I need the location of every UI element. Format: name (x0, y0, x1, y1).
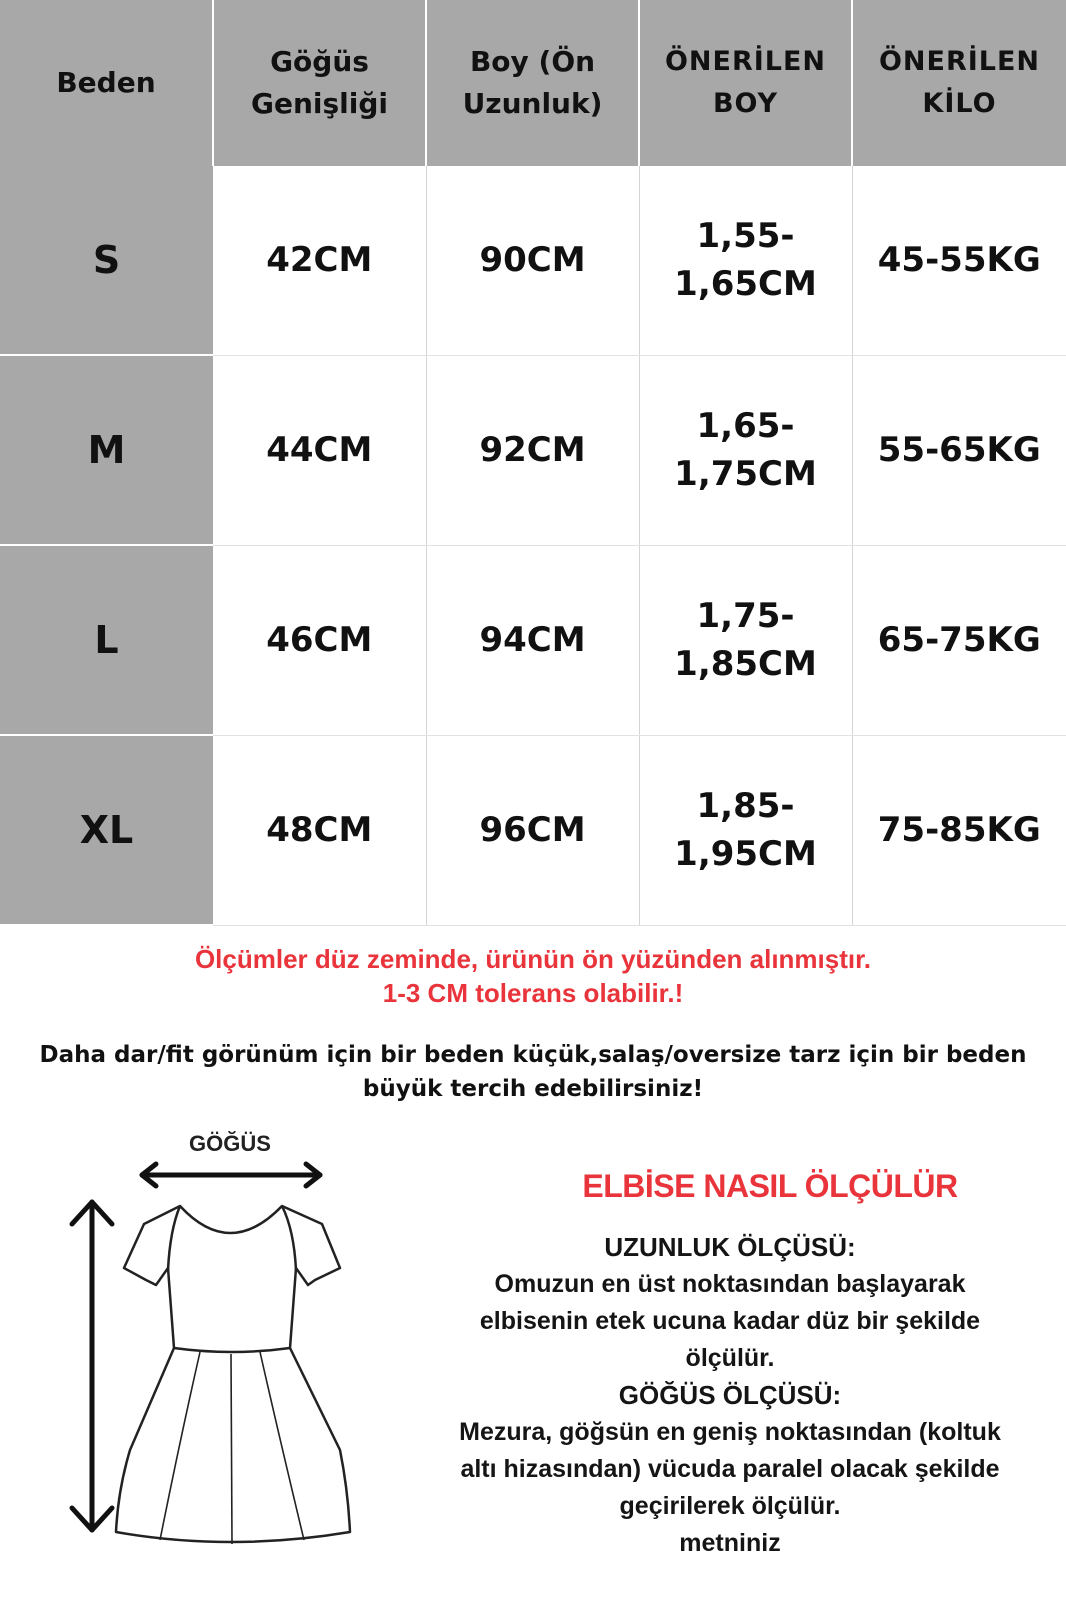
tolerance-note: 1-3 CM tolerans olabilir.! (382, 978, 684, 1008)
length-instruction-line: ölçülür. (685, 1344, 775, 1372)
dress-measurement-diagram (60, 1120, 390, 1590)
weight-cell: 55-65KG (852, 355, 1066, 545)
length-cell: 96CM (426, 735, 639, 925)
length-heading: UZUNLUK ÖLÇÜSÜ: (604, 1232, 856, 1262)
height-cell: 1,85- 1,95CM (639, 735, 852, 925)
length-cell: 90CM (426, 166, 639, 355)
height-cell: 1,65- 1,75CM (639, 355, 852, 545)
weight-cell: 45-55KG (852, 166, 1066, 355)
header-recommended-height: ÖNERİLEN BOY (639, 0, 852, 166)
length-instruction-line: Omuzun en üst noktasından başlayarak (494, 1270, 966, 1298)
chest-arrow-icon (142, 1164, 320, 1186)
height-cell: 1,55- 1,65CM (639, 166, 852, 355)
chest-instruction-line: geçirilerek ölçülür. (619, 1492, 841, 1520)
chest-heading: GÖĞÜS ÖLÇÜSÜ: (618, 1380, 842, 1410)
size-cell: S (0, 166, 213, 355)
chest-label: GÖĞÜS (189, 1131, 271, 1156)
how-to-measure-instructions (410, 1229, 1050, 1562)
chest-instruction-line: altı hizasından) vücuda paralel olacak şekilde (460, 1455, 1000, 1483)
height-cell: 1,75- 1,85CM (639, 545, 852, 735)
length-cell: 94CM (426, 545, 639, 735)
header-chest-width: Göğüs Genişliği (213, 0, 426, 166)
footer-text: metniniz (679, 1529, 781, 1557)
chest-instruction-line: Mezura, göğsün en geniş noktasından (koltuk (459, 1418, 1001, 1446)
size-cell: M (0, 355, 213, 545)
chest-cell: 46CM (213, 545, 426, 735)
fit-advice-text: Daha dar/fit görünüm için bir beden küçük,salaş/oversize tarz için bir beden büyük tercih edebilirsiniz! (39, 1042, 1027, 1102)
weight-cell: 65-75KG (852, 545, 1066, 735)
header-front-length: Boy (Ön Uzunluk) (426, 0, 639, 166)
length-cell: 92CM (426, 355, 639, 545)
size-cell: XL (0, 735, 213, 925)
table-row (0, 355, 1066, 545)
weight-cell: 75-85KG (852, 735, 1066, 925)
chest-cell: 44CM (213, 355, 426, 545)
header-size: Beden (0, 0, 213, 166)
table-header-row (0, 0, 1066, 166)
dress-outline-icon (116, 1206, 350, 1544)
table-row (0, 545, 1066, 735)
length-instruction-line: elbisenin etek ucuna kadar düz bir şekilde (479, 1307, 981, 1335)
chest-cell: 48CM (213, 735, 426, 925)
how-to-measure-title: ELBİSE NASIL ÖLÇÜLÜR (582, 1168, 958, 1204)
length-arrow-icon (72, 1202, 112, 1530)
table-row (0, 166, 1066, 355)
chest-cell: 42CM (213, 166, 426, 355)
header-recommended-weight: ÖNERİLEN KİLO (852, 0, 1066, 166)
size-cell: L (0, 545, 213, 735)
measurement-note: Ölçümler düz zeminde, ürünün ön yüzünden alınmıştır. (194, 944, 872, 974)
table-row (0, 735, 1066, 925)
